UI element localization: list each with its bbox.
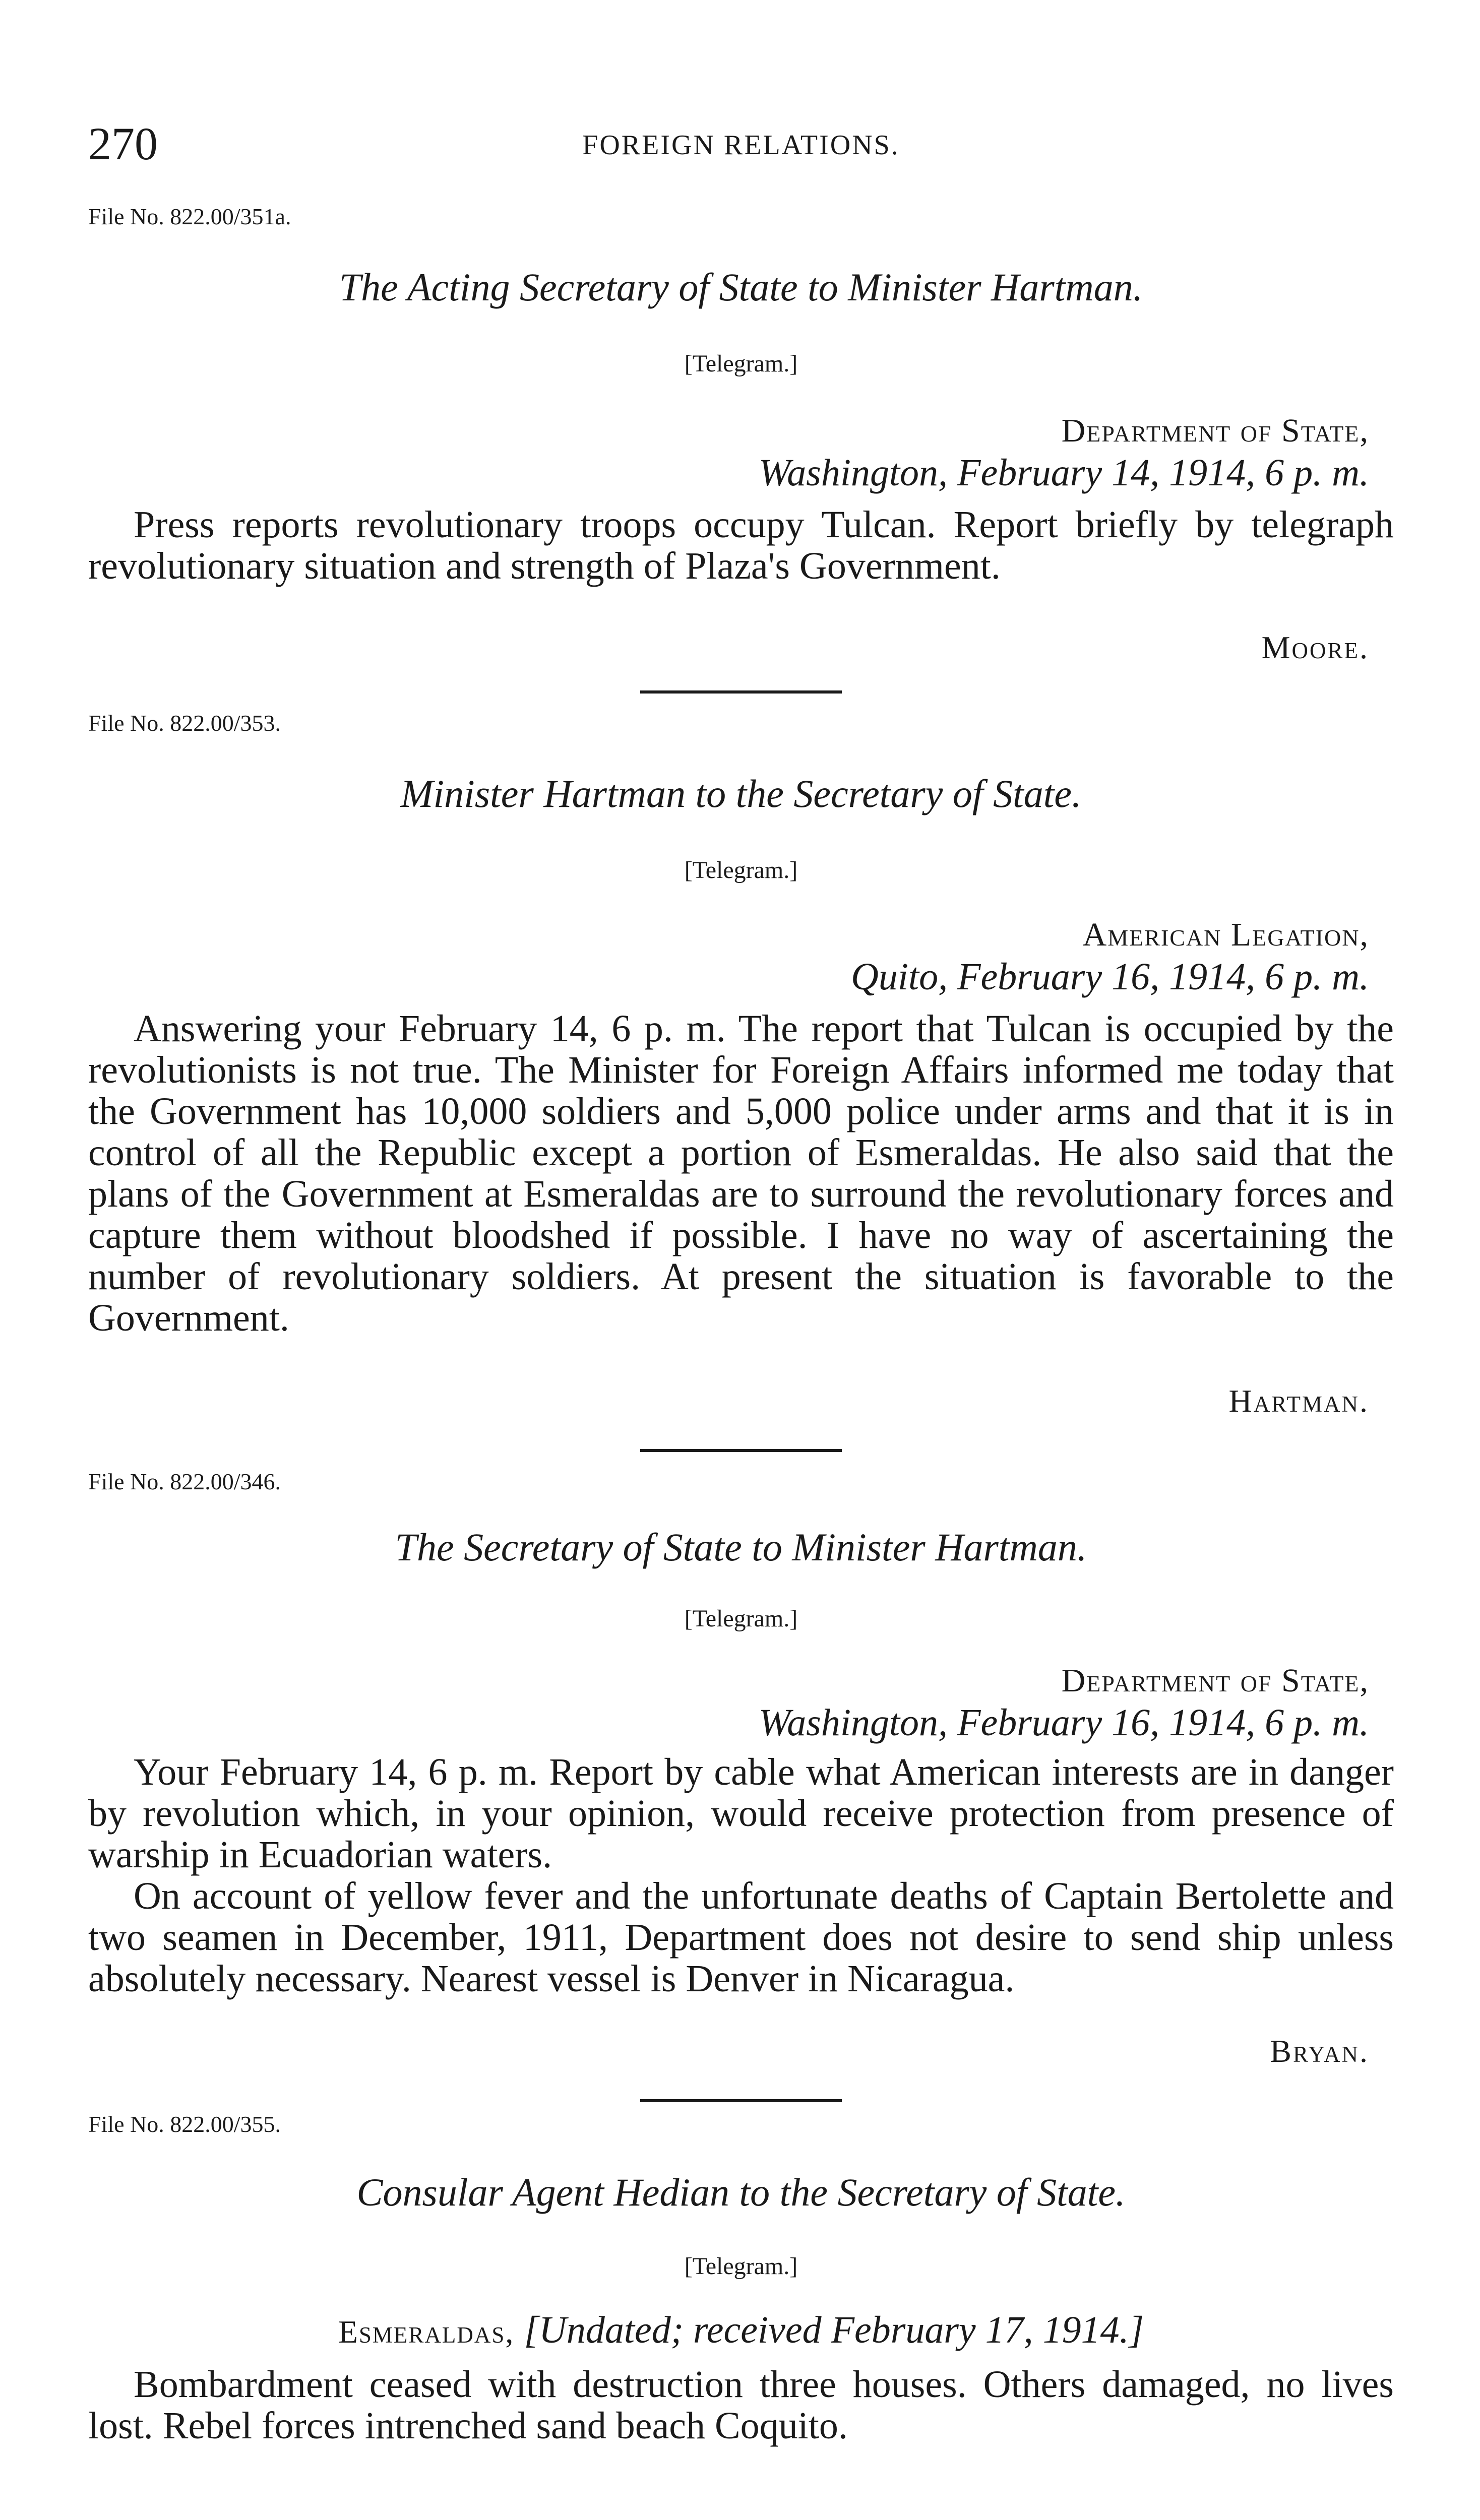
- paragraph: Answering your February 14, 6 p. m. The report that Tulcan is occupied by the revolutionists is not true. The Minister for Foreign Affairs informed me today that the Government has 10,000 soldiers and 5,000 police under arms and that it is in control of all the Republic except a portion of Esmeraldas. He also said that the plans of the Government at Esmeraldas are to surround the revolutionary forces and capture them without bloodshed if possible. I have no way of ascertaining the number of revolutionary soldiers. At present the situation is favorable to the Government.: [88, 1007, 1394, 1339]
- origin-dateline-row: [88, 2306, 1394, 2356]
- file-number: File No. 822.00/351a.: [88, 204, 291, 229]
- file-number: File No. 822.00/353.: [88, 710, 281, 736]
- paragraph: Your February 14, 6 p. m. Report by cable what American interests are in danger by revolution which, in your opinion, would receive protection from presence of warship in Ecuadorian waters.: [88, 1751, 1394, 1876]
- paragraph: On account of yellow fever and the unfortunate deaths of Captain Bertolette and two seamen in December, 1911, Department does not desire to send ship unless absolutely necessary. Nearest vessel is Denver in Nicaragua.: [88, 1875, 1394, 2000]
- signature: Bryan.: [1270, 2033, 1369, 2069]
- telegram-note: [Telegram.]: [684, 2253, 798, 2280]
- message-body: [88, 504, 1394, 587]
- signature: Moore.: [1261, 629, 1369, 665]
- section-divider: [640, 1449, 842, 1452]
- file-number: File No. 822.00/346.: [88, 1469, 281, 1494]
- running-head: FOREIGN RELATIONS.: [582, 130, 900, 161]
- paragraph: Press reports revolutionary troops occupy Tulcan. Report briefly by telegraph revolutionary situation and strength of Plaza's Government.: [88, 503, 1394, 587]
- section-divider: [640, 690, 842, 694]
- message-body: [88, 1008, 1394, 1339]
- signature: Hartman.: [1228, 1383, 1369, 1419]
- document-title: Consular Agent Hedian to the Secretary of State.: [356, 2170, 1126, 2214]
- origin-line: American Legation,: [1082, 916, 1369, 953]
- origin-line: Department of State,: [1061, 412, 1369, 449]
- telegram-note: [Telegram.]: [684, 857, 798, 884]
- page-header: [88, 116, 1394, 181]
- document-title: The Secretary of State to Minister Hartman.: [395, 1525, 1087, 1569]
- paragraph: Bombardment ceased with destruction three houses. Others damaged, no lives lost. Rebel forces intrenched sand beach Coquito.: [88, 2363, 1394, 2447]
- document-title: The Acting Secretary of State to Minister Hartman.: [339, 265, 1143, 309]
- dateline: Quito, February 16, 1914, 6 p. m.: [850, 956, 1369, 998]
- file-number: File No. 822.00/355.: [88, 2111, 281, 2137]
- telegram-note: [Telegram.]: [684, 350, 798, 377]
- origin-line: Department of State,: [1061, 1662, 1369, 1699]
- dateline: [Undated; received February 17, 1914.]: [524, 2309, 1144, 2351]
- section-divider: [640, 2099, 842, 2102]
- message-body: [88, 2364, 1394, 2446]
- document-title: Minister Hartman to the Secretary of State.: [400, 772, 1082, 815]
- origin-line: Esmeraldas,: [338, 2314, 515, 2350]
- dateline: Washington, February 16, 1914, 6 p. m.: [758, 1702, 1369, 1744]
- page-number: 270: [88, 118, 158, 169]
- telegram-note: [Telegram.]: [684, 1605, 798, 1632]
- dateline: Washington, February 14, 1914, 6 p. m.: [758, 452, 1369, 494]
- message-body: [88, 1751, 1394, 1999]
